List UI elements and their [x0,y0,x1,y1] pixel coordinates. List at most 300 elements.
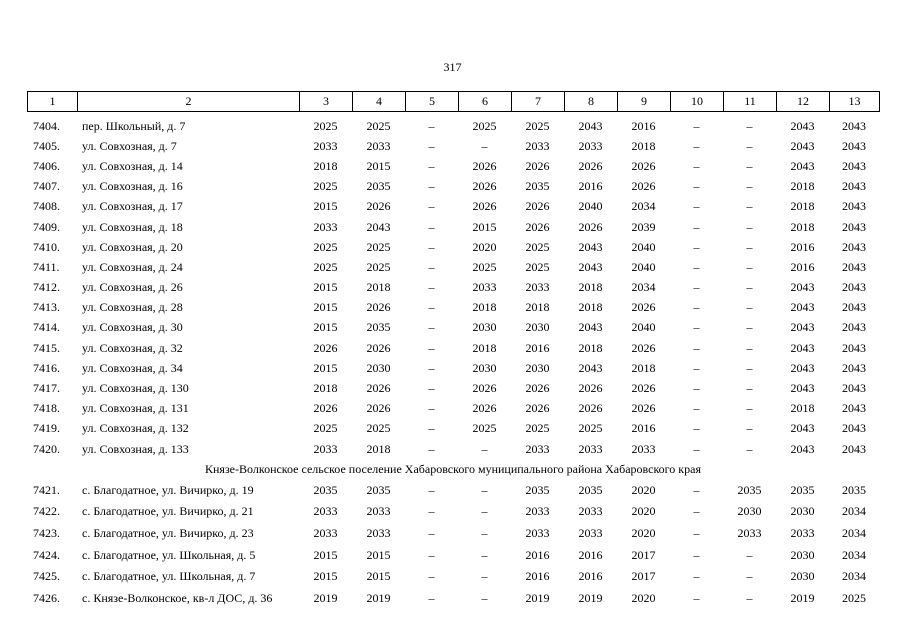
year-cell: – [428,219,435,234]
year-cell: 2026 [472,158,497,173]
year-cell: 2043 [842,320,866,335]
year-cell: 2035 [790,482,815,497]
year-cell: 2043 [366,219,391,234]
year-cell: 2030 [737,504,762,519]
year-cell: 2026 [631,381,656,396]
year-cell: 2026 [631,300,656,315]
year-cell: – [693,360,700,375]
year-cell: 2025 [366,421,391,436]
year-cell: 2043 [842,421,866,436]
year-cell: – [428,547,435,562]
year-cell: 2035 [842,482,866,497]
year-cell: – [693,158,700,173]
year-cell: 2026 [472,199,497,214]
year-cell: – [693,590,700,605]
year-cell: 2025 [366,239,391,254]
year-cell: 2033 [313,504,338,519]
year-cell: 2035 [737,482,762,497]
year-cell: – [481,590,488,605]
row-number-cell: 7423. [33,525,60,540]
year-cell: – [746,239,753,254]
year-cell: – [428,504,435,519]
year-cell: 2019 [366,590,391,605]
year-cell: 2025 [313,259,338,274]
year-cell: 2033 [313,219,338,234]
year-cell: 2026 [366,199,391,214]
year-cell: 2018 [578,280,603,295]
year-cell: 2015 [366,547,391,562]
table-row [27,278,879,298]
year-cell: 2017 [631,547,656,562]
table-row [27,439,879,459]
row-number-cell: 7426. [33,590,60,605]
year-cell: – [481,525,488,540]
address-cell: ул. Совхозная, д. 133 [82,441,189,456]
year-cell: – [746,259,753,274]
table-row [27,177,879,197]
address-cell: пер. Школьный, д. 7 [82,118,186,133]
year-cell: 2033 [578,525,603,540]
row-number-cell: 7404. [33,118,60,133]
year-cell: – [746,219,753,234]
year-cell: 2020 [631,525,656,540]
year-cell: 2043 [790,320,815,335]
year-cell: 2043 [790,138,815,153]
address-cell: ул. Совхозная, д. 14 [82,158,183,173]
address-cell: ул. Совхозная, д. 30 [82,320,183,335]
year-cell: – [428,590,435,605]
address-cell: ул. Совхозная, д. 26 [82,280,183,295]
year-cell: 2026 [631,401,656,416]
year-cell: – [428,179,435,194]
column-header-cell: 11 [724,92,777,112]
address-cell: ул. Совхозная, д. 24 [82,259,183,274]
year-cell: 2026 [472,381,497,396]
column-header-table [27,91,880,112]
year-cell: – [746,199,753,214]
year-cell: 2043 [790,300,815,315]
year-cell: 2017 [631,569,656,584]
table-row [27,217,879,237]
year-cell: 2015 [313,199,338,214]
year-cell: 2033 [631,441,656,456]
row-number-cell: 7411. [33,259,60,274]
year-cell: – [428,525,435,540]
year-cell: – [693,118,700,133]
address-cell: ул. Совхозная, д. 16 [82,179,183,194]
year-cell: – [428,259,435,274]
year-cell: 2020 [631,482,656,497]
year-cell: 2033 [790,525,815,540]
year-cell: – [693,138,700,153]
year-cell: – [428,320,435,335]
year-cell: 2015 [313,280,338,295]
year-cell: 2020 [472,239,497,254]
column-header-cell: 4 [353,92,406,112]
year-cell: – [746,590,753,605]
year-cell: 2043 [842,360,866,375]
year-cell: – [693,421,700,436]
year-cell: 2025 [313,239,338,254]
year-cell: 2026 [525,381,550,396]
row-number-cell: 7422. [33,504,60,519]
row-number-cell: 7418. [33,401,60,416]
address-cell: с. Благодатное, ул. Школьная, д. 5 [82,547,256,562]
year-cell: 2043 [790,360,815,375]
year-cell: – [428,441,435,456]
year-cell: – [481,441,488,456]
year-cell: 2025 [313,179,338,194]
year-cell: 2034 [842,504,866,519]
row-number-cell: 7417. [33,381,60,396]
year-cell: 2043 [578,320,603,335]
table-row [27,257,879,277]
table-row [27,479,879,501]
year-cell: 2043 [842,381,866,396]
year-cell: – [693,569,700,584]
year-cell: 2043 [842,300,866,315]
year-cell: 2016 [578,547,603,562]
year-cell: 2018 [313,381,338,396]
row-number-cell: 7410. [33,239,60,254]
year-cell: 2043 [842,259,866,274]
row-number-cell: 7421. [33,482,60,497]
year-cell: – [428,340,435,355]
year-cell: 2016 [631,421,656,436]
section-heading-body [27,459,879,479]
year-cell: 2025 [313,421,338,436]
year-cell: – [693,280,700,295]
table-row [27,136,879,156]
year-cell: – [746,569,753,584]
year-cell: 2015 [366,569,391,584]
year-cell: 2026 [472,179,497,194]
address-cell: с. Благодатное, ул. Вичирко, д. 19 [82,482,254,497]
row-number-cell: 7413. [33,300,60,315]
year-cell: – [428,381,435,396]
year-cell: 2016 [578,179,603,194]
table-row [27,588,879,610]
year-cell: 2030 [472,320,497,335]
year-cell: 2033 [578,504,603,519]
table-body-section-b [27,479,879,609]
year-cell: 2020 [631,504,656,519]
column-header-cell: 9 [618,92,671,112]
year-cell: 2026 [631,179,656,194]
year-cell: 2033 [366,138,391,153]
table-row [27,237,879,257]
year-cell: 2020 [631,590,656,605]
row-number-cell: 7424. [33,547,60,562]
year-cell: – [693,320,700,335]
year-cell: – [693,239,700,254]
year-cell: – [693,381,700,396]
column-header-cell: 13 [830,92,880,112]
year-cell: 2015 [313,300,338,315]
section-heading-row [27,459,879,479]
year-cell: 2040 [631,239,656,254]
year-cell: – [746,421,753,436]
year-cell: 2018 [631,360,656,375]
column-header-cell: 7 [512,92,565,112]
row-number-cell: 7408. [33,199,60,214]
address-cell: ул. Совхозная, д. 7 [82,138,177,153]
year-cell: – [693,199,700,214]
column-header-row [28,92,880,112]
year-cell: 2018 [313,158,338,173]
year-cell: 2018 [472,340,497,355]
year-cell: 2016 [525,340,550,355]
year-cell: 2033 [472,280,497,295]
row-number-cell: 7419. [33,421,60,436]
year-cell: 2043 [842,179,866,194]
year-cell: 2025 [313,118,338,133]
year-cell: 2043 [790,158,815,173]
year-cell: 2043 [578,259,603,274]
address-cell: с. Благодатное, ул. Вичирко, д. 23 [82,525,254,540]
year-cell: 2033 [525,138,550,153]
year-cell: 2043 [790,280,815,295]
year-cell: 2040 [631,259,656,274]
row-number-cell: 7415. [33,340,60,355]
year-cell: 2025 [366,118,391,133]
year-cell: – [746,340,753,355]
year-cell: – [428,569,435,584]
year-cell: – [428,421,435,436]
year-cell: – [693,441,700,456]
year-cell: 2034 [842,569,866,584]
year-cell: – [481,138,488,153]
year-cell: – [746,401,753,416]
year-cell: – [428,158,435,173]
year-cell: – [693,340,700,355]
year-cell: 2018 [366,441,391,456]
address-cell: ул. Совхозная, д. 131 [82,401,189,416]
year-cell: – [481,569,488,584]
row-number-cell: 7416. [33,360,60,375]
table-row [27,419,879,439]
column-header-cell: 6 [459,92,512,112]
year-cell: – [481,504,488,519]
row-number-cell: 7414. [33,320,60,335]
address-cell: ул. Совхозная, д. 130 [82,381,189,396]
year-cell: 2043 [842,441,866,456]
address-cell: с. Князе-Волконское, кв-л ДОС, д. 36 [82,590,273,605]
year-cell: 2018 [790,401,815,416]
year-cell: 2043 [790,340,815,355]
row-number-cell: 7405. [33,138,60,153]
year-cell: 2043 [790,381,815,396]
year-cell: 2033 [313,441,338,456]
address-cell: ул. Совхозная, д. 20 [82,239,183,254]
year-cell: 2030 [525,320,550,335]
year-cell: 2016 [790,239,815,254]
year-cell: 2026 [366,381,391,396]
year-cell: – [693,300,700,315]
year-cell: 2030 [790,504,815,519]
year-cell: – [428,482,435,497]
year-cell: 2043 [842,340,866,355]
year-cell: 2033 [578,441,603,456]
year-cell: 2035 [366,179,391,194]
year-cell: – [428,239,435,254]
table-row [27,156,879,176]
table-row [27,399,879,419]
year-cell: 2025 [525,239,550,254]
year-cell: 2026 [313,401,338,416]
year-cell: 2019 [790,590,815,605]
year-cell: 2018 [790,179,815,194]
year-cell: 2030 [366,360,391,375]
year-cell: 2026 [366,401,391,416]
table-row [27,298,879,318]
year-cell: – [746,381,753,396]
column-header-cell: 10 [671,92,724,112]
year-cell: 2043 [842,239,866,254]
year-cell: – [746,158,753,173]
address-cell: с. Благодатное, ул. Школьная, д. 7 [82,569,256,584]
year-cell: 2026 [366,300,391,315]
year-cell: 2025 [525,421,550,436]
year-cell: – [428,300,435,315]
year-cell: 2033 [366,525,391,540]
year-cell: 2040 [578,199,603,214]
row-number-cell: 7420. [33,441,60,456]
year-cell: 2015 [366,158,391,173]
year-cell: 2019 [525,590,550,605]
year-cell: – [481,547,488,562]
year-cell: – [428,401,435,416]
year-cell: – [428,360,435,375]
column-header-cell: 2 [78,92,300,112]
year-cell: 2043 [578,118,603,133]
year-cell: 2043 [578,239,603,254]
address-cell: ул. Совхозная, д. 28 [82,300,183,315]
year-cell: 2033 [366,504,391,519]
year-cell: 2026 [578,381,603,396]
year-cell: 2033 [313,525,338,540]
row-number-cell: 7409. [33,219,60,234]
year-cell: 2026 [525,199,550,214]
year-cell: 2043 [842,158,866,173]
table-row [27,378,879,398]
row-number-cell: 7406. [33,158,60,173]
address-cell: ул. Совхозная, д. 18 [82,219,183,234]
year-cell: – [428,138,435,153]
year-cell: 2034 [631,280,656,295]
year-cell: 2018 [578,300,603,315]
year-cell: – [746,547,753,562]
year-cell: – [746,118,753,133]
year-cell: 2026 [313,340,338,355]
year-cell: 2030 [525,360,550,375]
row-number-cell: 7425. [33,569,60,584]
table-row [27,197,879,217]
year-cell: 2035 [366,482,391,497]
year-cell: 2025 [525,259,550,274]
year-cell: 2026 [525,401,550,416]
table-body-section-a [27,116,879,459]
year-cell: 2025 [525,118,550,133]
year-cell: 2039 [631,219,656,234]
table-row [27,544,879,566]
year-cell: 2018 [472,300,497,315]
year-cell: 2043 [842,118,866,133]
table-row [27,338,879,358]
year-cell: 2033 [737,525,762,540]
year-cell: 2034 [631,199,656,214]
year-cell: 2016 [525,569,550,584]
building-table [27,116,879,609]
year-cell: 2034 [842,547,866,562]
year-cell: 2030 [790,569,815,584]
year-cell: 2025 [472,118,497,133]
address-cell: ул. Совхозная, д. 132 [82,421,189,436]
year-cell: – [428,199,435,214]
year-cell: 2018 [525,300,550,315]
year-cell: 2026 [472,401,497,416]
year-cell: – [693,525,700,540]
address-cell: ул. Совхозная, д. 32 [82,340,183,355]
year-cell: 2026 [578,158,603,173]
year-cell: 2033 [525,504,550,519]
year-cell: 2026 [578,401,603,416]
year-cell: – [746,320,753,335]
year-cell: 2025 [366,259,391,274]
year-cell: 2043 [842,401,866,416]
year-cell: 2035 [578,482,603,497]
year-cell: 2034 [842,525,866,540]
year-cell: – [746,360,753,375]
year-cell: – [746,138,753,153]
year-cell: – [746,280,753,295]
year-cell: – [693,219,700,234]
row-number-cell: 7412. [33,280,60,295]
year-cell: 2035 [525,482,550,497]
year-cell: 2043 [790,441,815,456]
year-cell: 2025 [578,421,603,436]
year-cell: – [746,179,753,194]
table-row [27,116,879,136]
year-cell: 2026 [525,219,550,234]
row-number-cell: 7407. [33,179,60,194]
year-cell: 2043 [842,138,866,153]
year-cell: – [693,401,700,416]
year-cell: 2026 [631,158,656,173]
year-cell: 2025 [842,590,866,605]
year-cell: – [481,482,488,497]
year-cell: 2018 [790,219,815,234]
year-cell: 2043 [842,199,866,214]
year-cell: 2033 [525,441,550,456]
column-header-cell: 3 [300,92,353,112]
year-cell: – [746,441,753,456]
year-cell: 2043 [842,219,866,234]
year-cell: 2015 [313,360,338,375]
year-cell: 2018 [578,340,603,355]
column-header-cell: 1 [28,92,78,112]
year-cell: 2026 [525,158,550,173]
year-cell: 2026 [578,219,603,234]
year-cell: 2025 [472,421,497,436]
year-cell: – [693,504,700,519]
table-row [27,318,879,338]
year-cell: 2033 [578,138,603,153]
year-cell: 2033 [525,280,550,295]
year-cell: 2016 [790,259,815,274]
year-cell: 2015 [472,219,497,234]
year-cell: 2043 [790,421,815,436]
